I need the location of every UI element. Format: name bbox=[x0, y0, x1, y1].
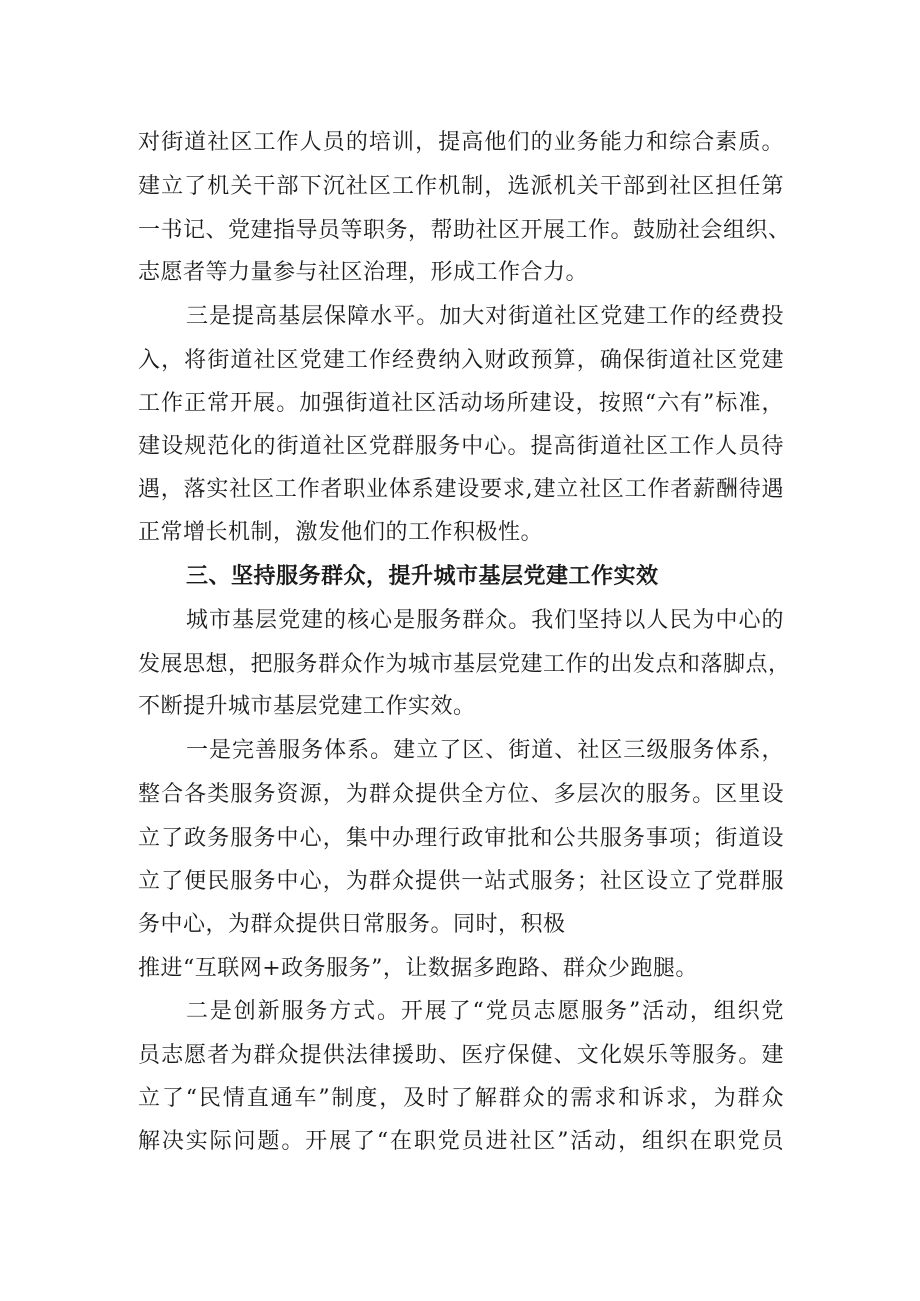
body-text-line: 二是创新服务方式。开展了“党员志愿服务”活动，组织党 bbox=[186, 999, 784, 1024]
body-text-line: 务中心，为群众提供日常服务。同时，积极 bbox=[138, 912, 566, 937]
body-text-line: 解决实际问题。开展了“在职党员进社区”活动，组织在职党员 bbox=[138, 1129, 784, 1154]
body-text-line: 建设规范化的街道社区党群服务中心。提高街道社区工作人员待 bbox=[138, 434, 784, 459]
body-text-line: 三是提高基层保障水平。加大对街道社区党建工作的经费投 bbox=[186, 304, 784, 329]
body-text-line: 建立了机关干部下沉社区工作机制，选派机关干部到社区担任第 bbox=[138, 174, 784, 199]
body-text-line: 入，将街道社区党建工作经费纳入财政预算，确保街道社区党建 bbox=[138, 348, 784, 373]
body-text-line: 不断提升城市基层党建工作实效。 bbox=[138, 694, 476, 719]
body-text-line: 对街道社区工作人员的培训，提高他们的业务能力和综合素质。 bbox=[138, 130, 784, 155]
body-text-line: 推进“互联网+政务服务”，让数据多跑路、群众少跑腿。 bbox=[138, 956, 698, 981]
section-heading: 三、坚持服务群众，提升城市基层党建工作实效 bbox=[186, 564, 659, 589]
body-text-line: 一是完善服务体系。建立了区、街道、社区三级服务体系， bbox=[186, 738, 784, 763]
body-text-line: 整合各类服务资源，为群众提供全方位、多层次的服务。区里设 bbox=[138, 782, 784, 807]
body-text-line: 一书记、党建指导员等职务，帮助社区开展工作。鼓励社会组织、 bbox=[138, 218, 791, 243]
body-text-line: 员志愿者为群众提供法律援助、医疗保健、文化娱乐等服务。建 bbox=[138, 1043, 784, 1068]
body-text-line: 立了政务服务中心，集中办理行政审批和公共服务事项；街道设 bbox=[138, 826, 784, 851]
body-text-line: 发展思想，把服务群众作为城市基层党建工作的出发点和落脚点， bbox=[138, 652, 791, 677]
body-text-line: 正常增长机制，激发他们的工作积极性。 bbox=[138, 520, 544, 545]
body-text-line: 工作正常开展。加强街道社区活动场所建设，按照“六有”标准， bbox=[138, 391, 784, 416]
body-text-line: 志愿者等力量参与社区治理，形成工作合力。 bbox=[138, 260, 589, 285]
body-text-line: 立了便民服务中心，为群众提供一站式服务；社区设立了党群服 bbox=[138, 869, 784, 894]
body-text-line: 立了“民情直通车”制度，及时了解群众的需求和诉求，为群众 bbox=[138, 1086, 784, 1111]
body-text-line: 遇，落实社区工作者职业体系建设要求,建立社区工作者薪酬待遇 bbox=[138, 477, 784, 502]
body-text-line: 城市基层党建的核心是服务群众。我们坚持以人民为中心的 bbox=[186, 608, 784, 633]
